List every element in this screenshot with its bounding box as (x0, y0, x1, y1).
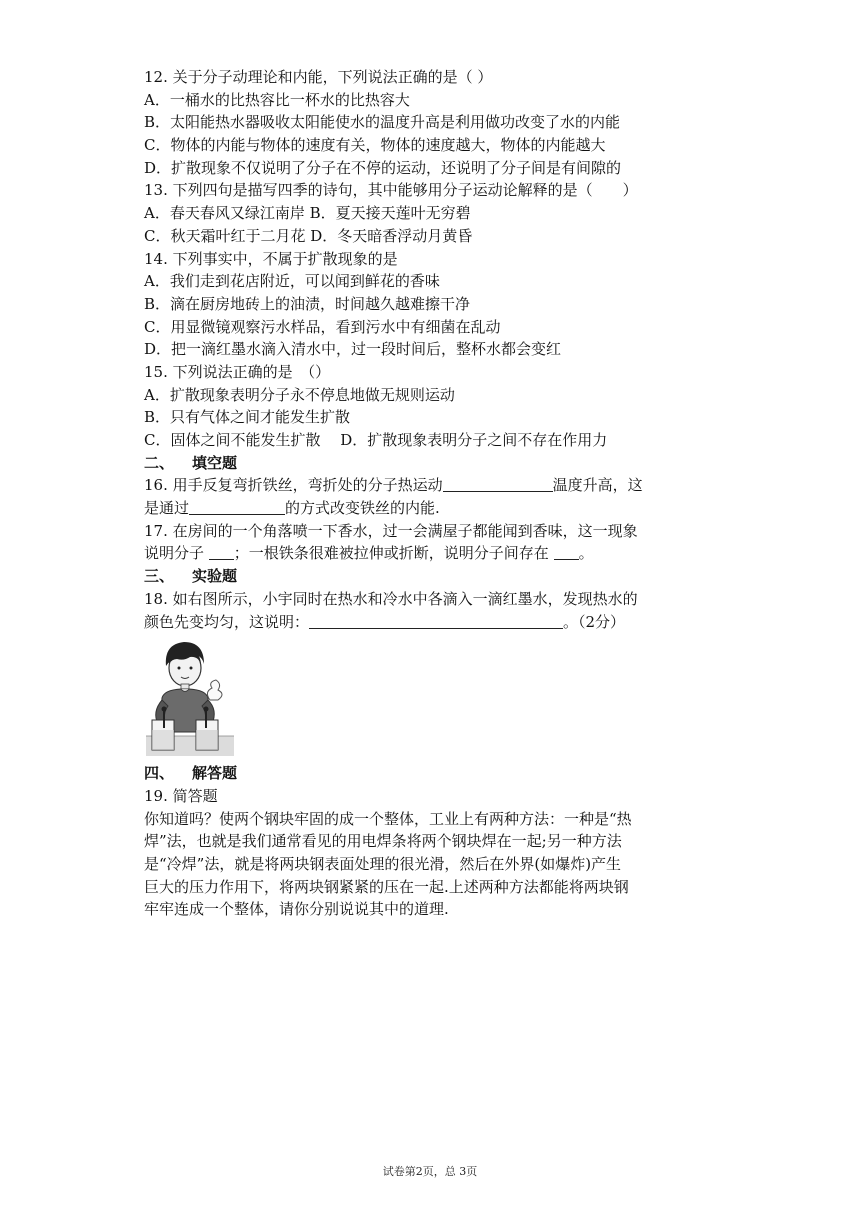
answer-blank[interactable] (309, 613, 563, 629)
section-title: 实验题 (192, 567, 238, 586)
q16-text-a: 16. 用手反复弯折铁丝，弯折处的分子热运动 (144, 476, 443, 495)
q16-line-2 (144, 497, 728, 520)
section-title: 填空题 (192, 453, 238, 472)
q14-option-c: C．用显微镜观察污水样品，看到污水中有细菌在乱动 (144, 317, 501, 336)
q17-line-1: 17. 在房间的一个角落喷一下香水，过一会满屋子都能闻到香味，这一现象 (144, 521, 638, 540)
q15-options-cd: C．固体之间不能发生扩散 D．扩散现象表明分子之间不存在作用力 (144, 431, 608, 449)
q19-paragraph-line: 焊”法，也就是我们通常看见的用电焊条将两个钢块焊在一起;另一种方法 (144, 832, 622, 851)
question-content (144, 66, 728, 921)
q19-paragraph-line: 牢牢连成一个整体，请你分别说说其中的道理. (144, 900, 449, 919)
q19-title: 19. 简答题 (144, 786, 218, 805)
section-heading-fill-in (144, 452, 728, 475)
section-number: 二、 (144, 453, 175, 472)
q17-text-c: 。 (578, 544, 594, 563)
boy-with-beakers-image (144, 640, 236, 758)
q18-line-2 (144, 611, 728, 634)
q16-line-1 (144, 474, 728, 497)
section-number: 四、 (144, 764, 175, 783)
section-heading-answer (144, 762, 728, 785)
q18-text-b: 。（2分） (563, 612, 626, 631)
q18-line-1: 18. 如右图所示，小宇同时在热水和冷水中各滴入一滴红墨水，发现热水的 (144, 589, 638, 608)
q12-option-a: A．一桶水的比热容比一杯水的比热容大 (144, 90, 410, 109)
q18-text-a: 颜色先变均匀，这说明： (144, 612, 310, 631)
q14-option-a: A．我们走到花店附近，可以闻到鲜花的香味 (144, 272, 440, 291)
section-heading-experiment (144, 565, 728, 588)
q13-options-cd: C．秋天霜叶红于二月花 D．冬天暗香浮动月黄昏 (144, 226, 473, 245)
answer-blank[interactable] (189, 499, 285, 515)
experiment-illustration (144, 640, 236, 758)
q19-paragraph-line: 你知道吗？使两个钢块牢固的成一个整体，工业上有两种方法：一种是“热 (144, 809, 632, 828)
answer-blank[interactable] (209, 544, 234, 560)
page-footer: 试卷第2页，总 3页 (382, 1165, 478, 1178)
q16-text-b: 温度升高，这 (552, 476, 643, 495)
section-title: 解答题 (192, 764, 238, 783)
q16-text-c: 是通过 (144, 499, 190, 518)
q13-stem: 13. 下列四句是描写四季的诗句，其中能够用分子运动论解释的是（ ） (144, 181, 638, 200)
q14-stem: 14. 下列事实中，不属于扩散现象的是 (144, 249, 398, 268)
q12-option-d: D．扩散现象不仅说明了分子在不停的运动，还说明了分子间是有间隙的 (144, 158, 622, 177)
q17-text-b: ；一根铁条很难被拉伸或折断，说明分子间存在 (233, 544, 554, 563)
q16-text-d: 的方式改变铁丝的内能. (285, 499, 440, 518)
q12-option-c: C．物体的内能与物体的速度有关，物体的速度越大，物体的内能越大 (144, 136, 606, 155)
q15-option-a: A．扩散现象表明分子永不停息地做无规则运动 (144, 385, 455, 404)
q17-text-a: 说明分子 (144, 544, 209, 563)
q15-option-b: B．只有气体之间才能发生扩散 (144, 408, 351, 427)
q14-option-d: D．把一滴红墨水滴入清水中，过一段时间后，整杯水都会变红 (144, 340, 562, 359)
q14-option-b: B．滴在厨房地砖上的油渍，时间越久越难擦干净 (144, 294, 471, 313)
q12-stem: 12. 关于分子动理论和内能，下列说法正确的是（ ） (144, 68, 493, 86)
q15-stem: 15. 下列说法正确的是 （） (144, 362, 331, 381)
section-number: 三、 (144, 567, 175, 586)
answer-blank[interactable] (443, 476, 553, 492)
q17-line-2 (144, 542, 728, 565)
q12-option-b: B．太阳能热水器吸收太阳能使水的温度升高是利用做功改变了水的内能 (144, 113, 621, 132)
answer-blank[interactable] (554, 544, 579, 560)
q19-paragraph-line: 巨大的压力作用下，将两块钢紧紧的压在一起.上述两种方法都能将两块钢 (144, 877, 629, 896)
q19-paragraph-line: 是“冷焊”法，就是将两块钢表面处理的很光滑，然后在外界(如爆炸)产生 (144, 854, 622, 873)
q13-options-ab: A．春天春风又绿江南岸 B．夏天接天莲叶无穷碧 (144, 204, 471, 223)
